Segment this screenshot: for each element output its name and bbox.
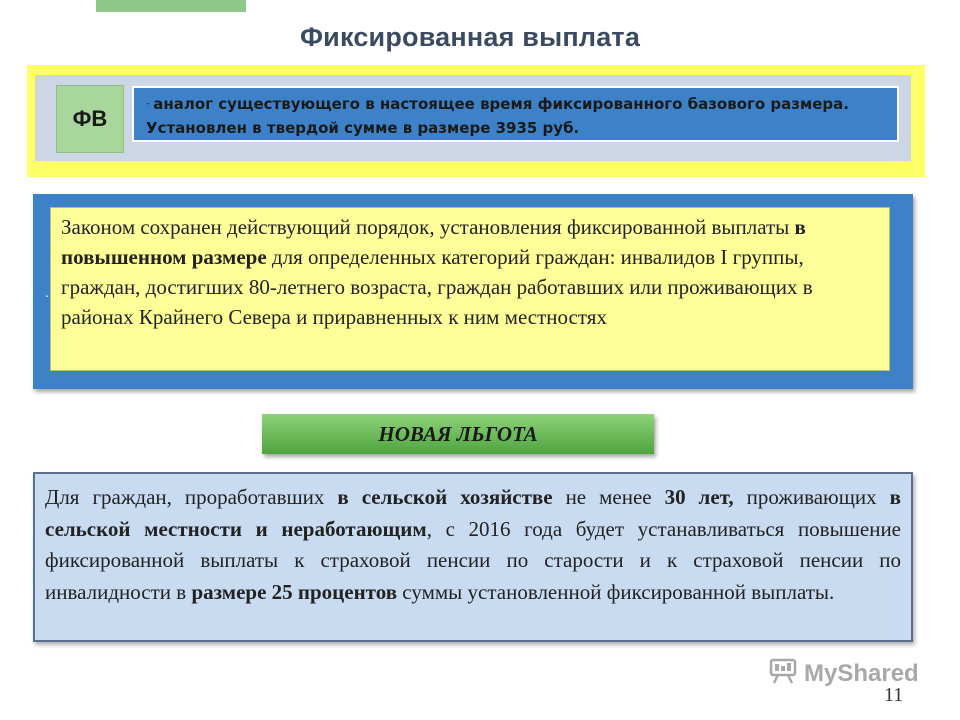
watermark-brand: MyShared: [804, 660, 919, 687]
rural-bold-4: размере 25 процентов: [191, 579, 398, 604]
new-benefit-banner: НОВАЯ ЛЬГОТА: [262, 414, 654, 454]
rural-text-5: суммы установленной фиксированной выплаты.: [397, 579, 835, 604]
fv-panel: [27, 65, 925, 177]
law-text-part1: Законом сохранен действующий порядок, установления фиксированной выплаты: [61, 215, 795, 239]
page-number: 11: [884, 684, 904, 706]
law-text-box: [50, 207, 890, 371]
fv-badge: ФВ: [56, 85, 124, 153]
law-text-part3: для определенных категорий граждан: инвалидов I группы, граждан, достигших 80-летнего возраста, граждан работавших или проживающих в районах Крайнего Севера и приравненных к ним местностях: [61, 245, 813, 329]
rural-bold-1: в сельской хозяйстве: [337, 485, 553, 509]
presentation-board-icon: [768, 656, 798, 693]
rural-text-1: Для граждан, проработавших: [45, 485, 338, 509]
rural-text-4: , с 2016 года будет устанавливаться повышение фиксированной выплаты к страховой пенсии по старости и к страховой пенсии по инвалидности в: [45, 516, 901, 604]
slide-title: Фиксированная выплата: [299, 22, 641, 52]
rural-text-2: не менее: [552, 485, 665, 509]
top-accent-bar: [96, 0, 246, 12]
fv-description: [132, 86, 899, 142]
law-text-bold: в повышенном размере: [61, 215, 806, 269]
fv-dash: -: [146, 99, 150, 109]
law-panel: [33, 194, 913, 389]
law-bullet-dot: .: [45, 284, 49, 300]
rural-benefit-box: [33, 472, 913, 642]
rural-bold-3: в сельской местности и неработающим: [45, 485, 901, 541]
rural-bold-2: 30 лет,: [664, 485, 734, 509]
rural-text-3: проживающих: [733, 485, 890, 509]
fv-description-text: аналог существующего в настоящее время фиксированного базового размера. Установлен в твердой сумме в размере 3935 руб.: [146, 95, 849, 137]
fv-inner-panel: [35, 75, 911, 161]
